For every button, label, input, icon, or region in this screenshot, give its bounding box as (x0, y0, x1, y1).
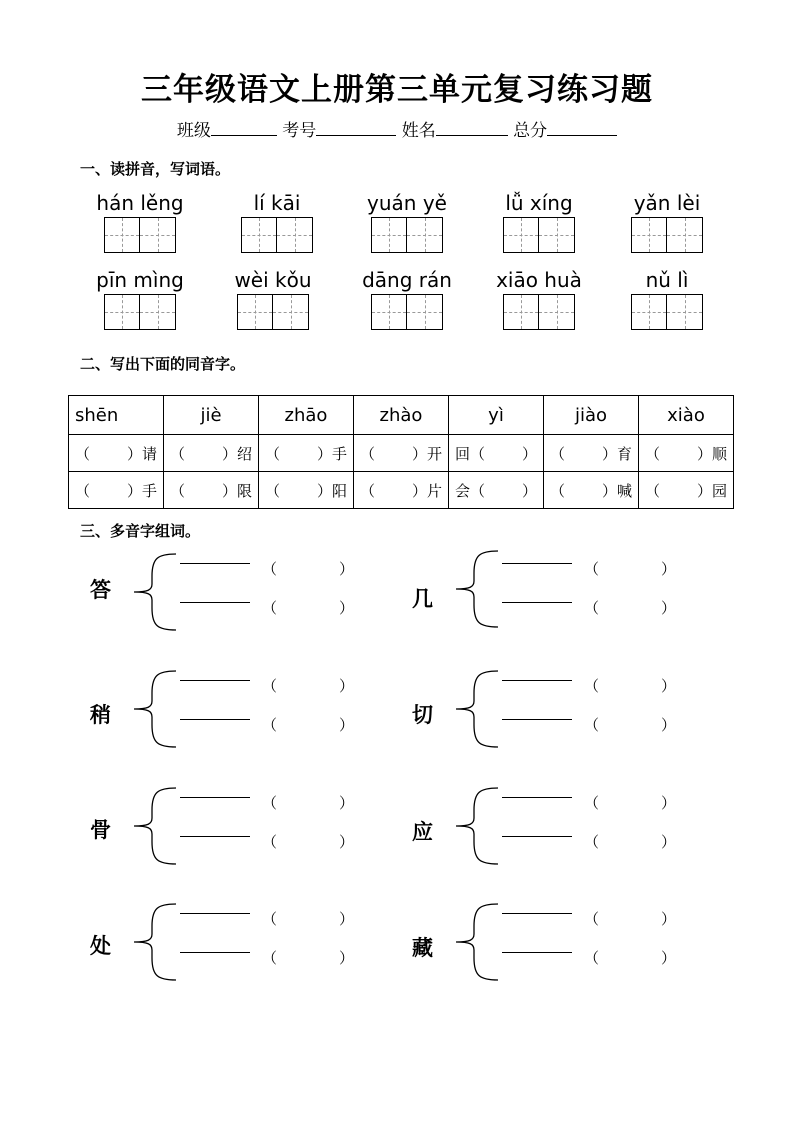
section-1-heading: 一、读拼音，写词语。 (80, 160, 231, 178)
cell-suffix: 顺 (711, 444, 727, 463)
answer-line[interactable] (180, 719, 250, 720)
paren-close: ） (696, 481, 712, 500)
answer-line[interactable] (502, 602, 572, 603)
paren-open: （ (265, 444, 281, 463)
paren-open: （ (584, 833, 600, 851)
answer-line[interactable] (502, 563, 572, 564)
paren-open: （ (265, 481, 281, 500)
cell-suffix: 育 (616, 444, 632, 463)
polyphone-char: 应 (412, 820, 433, 844)
writing-box[interactable] (503, 217, 539, 253)
pinyin-text: lí kāi (253, 191, 301, 215)
paren-close: ） (660, 599, 676, 617)
polyphone-char: 骨 (90, 818, 111, 842)
paren-close: ） (411, 481, 427, 500)
brace-icon (130, 669, 180, 749)
paren-close: ） (126, 444, 142, 463)
writing-box[interactable] (140, 217, 176, 253)
answer-line[interactable] (180, 952, 250, 953)
paren-close: ） (338, 677, 354, 695)
paren-close: ） (338, 716, 354, 734)
answer-line[interactable] (180, 797, 250, 798)
fill-cell[interactable] (639, 435, 734, 472)
paren-close: ） (411, 444, 427, 463)
writing-box[interactable] (241, 217, 277, 253)
writing-box[interactable] (631, 294, 667, 330)
table-row (69, 396, 734, 435)
pinyin-text: pīn mìng (96, 268, 184, 292)
writing-box[interactable] (237, 294, 273, 330)
paren-open: （ (584, 560, 600, 578)
answer-line[interactable] (502, 836, 572, 837)
paren-close: ） (338, 560, 354, 578)
answer-line[interactable] (180, 680, 250, 681)
writing-box[interactable] (104, 294, 140, 330)
writing-box[interactable] (667, 217, 703, 253)
paren-close: ） (316, 481, 332, 500)
pinyin-text: wèi kǒu (234, 268, 312, 292)
writing-box[interactable] (407, 217, 443, 253)
class-label: 班级 (176, 121, 211, 141)
pinyin-item (479, 189, 599, 253)
fill-cell[interactable] (164, 472, 259, 509)
fill-cell[interactable] (259, 472, 354, 509)
paren-open: （ (550, 444, 566, 463)
paren-open: （ (262, 910, 278, 928)
brace-icon (130, 786, 180, 866)
polyphone-group (412, 902, 712, 982)
homophone-table (68, 395, 734, 509)
name-blank[interactable] (436, 121, 508, 136)
paren-open: （ (262, 794, 278, 812)
paren-open: （ (170, 444, 186, 463)
answer-line[interactable] (180, 836, 250, 837)
page-title: 三年级语文上册第三单元复习练习题 (141, 72, 653, 108)
pinyin-text: yǎn lèi (633, 191, 701, 215)
number-label: 考号 (282, 121, 317, 141)
score-label: 总分 (513, 121, 548, 141)
brace-icon (452, 669, 502, 749)
pinyin-header: xiào (639, 396, 734, 435)
cell-suffix: 请 (141, 444, 157, 463)
paren-open: （ (262, 716, 278, 734)
paren-open: （ (262, 560, 278, 578)
pinyin-item (213, 266, 333, 330)
paren-open: （ (75, 481, 91, 500)
polyphone-group (90, 552, 390, 632)
pinyin-header: shēn (69, 396, 164, 435)
brace-icon (130, 902, 180, 982)
cell-suffix: 手 (331, 444, 347, 463)
pinyin-text: lǚ xíng (505, 191, 573, 215)
paren-close: ） (126, 481, 142, 500)
polyphone-group (412, 549, 712, 629)
polyphone-char: 处 (90, 934, 111, 958)
cell-suffix: 片 (426, 481, 442, 500)
pinyin-item (347, 266, 467, 330)
cell-suffix: 园 (711, 481, 727, 500)
polyphone-group (90, 786, 390, 866)
table-row (69, 472, 734, 509)
section-3-heading: 三、多音字组词。 (80, 522, 201, 540)
paren-open: （ (75, 444, 91, 463)
paren-close: ） (660, 677, 676, 695)
paren-open: （ (584, 599, 600, 617)
writing-box[interactable] (140, 294, 176, 330)
paren-open: （ (262, 949, 278, 967)
paren-close: ） (660, 794, 676, 812)
writing-box[interactable] (539, 294, 575, 330)
polyphone-group (412, 669, 712, 749)
pinyin-text: xiāo huà (496, 268, 582, 292)
paren-close: ） (221, 444, 237, 463)
cell-suffix: 限 (236, 481, 252, 500)
pinyin-text: yuán yě (367, 191, 447, 215)
cell-prefix: 回 (455, 444, 471, 463)
polyphone-char: 几 (412, 587, 433, 611)
cell-prefix: 会 (455, 481, 471, 500)
name-label: 姓名 (401, 121, 436, 141)
paren-close: ） (221, 481, 237, 500)
fill-cell[interactable] (544, 435, 639, 472)
paren-open: （ (262, 599, 278, 617)
pinyin-item (80, 266, 200, 330)
polyphone-group (412, 786, 712, 866)
writing-box[interactable] (407, 294, 443, 330)
paren-close: ） (660, 949, 676, 967)
paren-close: ） (660, 560, 676, 578)
paren-open: （ (170, 481, 186, 500)
paren-close: ） (338, 599, 354, 617)
paren-close: ） (696, 444, 712, 463)
paren-open: （ (360, 481, 376, 500)
paren-close: ） (660, 910, 676, 928)
pinyin-header: jiào (544, 396, 639, 435)
answer-line[interactable] (502, 913, 572, 914)
writing-box[interactable] (273, 294, 309, 330)
paren-open: （ (645, 481, 661, 500)
polyphone-char: 答 (90, 578, 111, 602)
fill-cell[interactable] (69, 472, 164, 509)
pinyin-item (80, 189, 200, 253)
writing-box[interactable] (503, 294, 539, 330)
pinyin-item (607, 189, 727, 253)
paren-close: ） (521, 481, 537, 500)
paren-open: （ (645, 444, 661, 463)
paren-open: （ (262, 677, 278, 695)
answer-line[interactable] (502, 952, 572, 953)
fill-cell[interactable] (69, 435, 164, 472)
writing-box[interactable] (539, 217, 575, 253)
paren-open: （ (584, 716, 600, 734)
cell-suffix: 阳 (331, 481, 347, 500)
paren-open: （ (584, 677, 600, 695)
paren-close: ） (660, 833, 676, 851)
answer-line[interactable] (502, 719, 572, 720)
pinyin-header: jiè (164, 396, 259, 435)
fill-cell[interactable] (449, 472, 544, 509)
fill-cell[interactable] (164, 435, 259, 472)
pinyin-text: dāng rán (362, 268, 452, 292)
paren-close: ） (338, 910, 354, 928)
writing-box[interactable] (277, 217, 313, 253)
polyphone-char: 切 (412, 703, 433, 727)
fill-cell[interactable] (639, 472, 734, 509)
fill-cell[interactable] (449, 435, 544, 472)
brace-icon (452, 902, 502, 982)
polyphone-char: 稍 (90, 703, 111, 727)
paren-close: ） (338, 949, 354, 967)
answer-line[interactable] (180, 563, 250, 564)
brace-icon (130, 552, 180, 632)
paren-close: ） (338, 833, 354, 851)
writing-box[interactable] (631, 217, 667, 253)
writing-box[interactable] (371, 217, 407, 253)
paren-open: （ (262, 833, 278, 851)
pinyin-item (347, 189, 467, 253)
polyphone-group (90, 669, 390, 749)
paren-open: （ (584, 794, 600, 812)
cell-suffix: 绍 (236, 444, 252, 463)
student-info-line (0, 116, 794, 141)
answer-line[interactable] (502, 797, 572, 798)
paren-open: （ (550, 481, 566, 500)
brace-icon (452, 786, 502, 866)
cell-suffix: 手 (141, 481, 157, 500)
table-row (69, 435, 734, 472)
answer-line[interactable] (180, 913, 250, 914)
fill-cell[interactable] (354, 435, 449, 472)
writing-box[interactable] (104, 217, 140, 253)
paren-open: （ (470, 444, 486, 463)
fill-cell[interactable] (544, 472, 639, 509)
paren-close: ） (338, 794, 354, 812)
score-blank[interactable] (547, 121, 617, 136)
paren-open: （ (360, 444, 376, 463)
paren-open: （ (584, 949, 600, 967)
brace-icon (452, 549, 502, 629)
paren-open: （ (470, 481, 486, 500)
pinyin-text: hán lěng (96, 191, 184, 215)
cell-suffix: 喊 (616, 481, 632, 500)
fill-cell[interactable] (354, 472, 449, 509)
pinyin-item (217, 189, 337, 253)
paren-close: ） (316, 444, 332, 463)
paren-open: （ (584, 910, 600, 928)
paren-close: ） (601, 444, 617, 463)
paren-close: ） (521, 444, 537, 463)
answer-line[interactable] (502, 680, 572, 681)
section-2-heading: 二、写出下面的同音字。 (80, 355, 246, 373)
pinyin-header: zhāo (259, 396, 354, 435)
writing-box[interactable] (667, 294, 703, 330)
pinyin-header: zhào (354, 396, 449, 435)
writing-box[interactable] (371, 294, 407, 330)
pinyin-item (479, 266, 599, 330)
paren-close: ） (601, 481, 617, 500)
paren-close: ） (660, 716, 676, 734)
pinyin-header: yì (449, 396, 544, 435)
pinyin-text: nǔ lì (645, 268, 689, 292)
polyphone-char: 藏 (412, 936, 433, 960)
fill-cell[interactable] (259, 435, 354, 472)
number-blank[interactable] (316, 121, 396, 136)
cell-suffix: 开 (426, 444, 442, 463)
polyphone-group (90, 902, 390, 982)
class-blank[interactable] (211, 121, 277, 136)
answer-line[interactable] (180, 602, 250, 603)
pinyin-item (607, 266, 727, 330)
